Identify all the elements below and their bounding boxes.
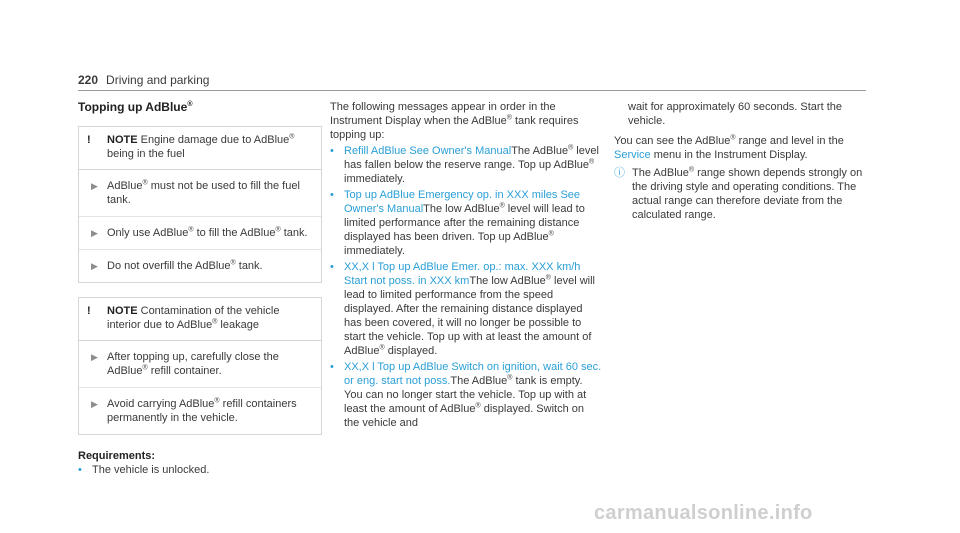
step-arrow-icon: ▶ xyxy=(91,261,98,271)
range-text: You can see the AdBlue® range and level in the Service menu in the Instrument Display. xyxy=(614,134,844,161)
list-item: ▶ AdBlue® must not be used to fill the fuel tank. xyxy=(79,170,321,217)
info-note: ⓘ The AdBlue® range shown depends strongly on the driving style and operating conditions. The actual range can therefore deviate from the calculated range. xyxy=(614,166,863,221)
bullet-icon: • xyxy=(330,361,334,373)
list-item: • Refill AdBlue See Owner's ManualThe AdBlue® level has fallen below the reserve range. Top up AdBlue® immediately. xyxy=(330,144,599,185)
requirements-label: Requirements: xyxy=(78,450,156,462)
info-icon: ⓘ xyxy=(614,167,625,179)
watermark: carmanualsonline.info xyxy=(594,502,813,524)
step-arrow-icon: ▶ xyxy=(91,228,98,238)
list-item: ▶ Avoid carrying AdBlue® refill containers permanently in the vehicle. xyxy=(79,388,321,434)
list-item: • Top up AdBlue Emergency op. in XXX miles See Owner's ManualThe low AdBlue® level will lead to limited performance after the remaining distance displayed has been driven. Top up AdBlue® immediately. xyxy=(330,189,585,257)
bullet-icon: • xyxy=(330,261,334,273)
list-item: • XX,X l Top up AdBlue Switch on ignition, wait 60 sec. or eng. start not poss.The AdBlue® tank is empty. You can no longer start the vehicle. Top up with at least the amount of AdBlue® displayed. Switch on the vehicle and xyxy=(330,361,602,429)
step-arrow-icon: ▶ xyxy=(91,399,98,409)
section-title: Driving and parking xyxy=(106,73,210,87)
display-message: XX,X l Top up AdBlue Emer. op.: max. XXX km/h Start not poss. in XXX km xyxy=(344,261,581,287)
requirement-item: • The vehicle is unlocked. xyxy=(78,464,210,476)
note-contamination: ! NOTE Contamination of the vehicle interior due to AdBlue® leakage ▶ After topping up, carefully close the AdBlue® refill container. ▶ Avoid carrying AdBlue® refill containers permanently in the vehicle. xyxy=(78,297,322,435)
intro-text: The following messages appear in order in the Instrument Display when the AdBlue® tank requires topping up: xyxy=(330,101,579,141)
bullet-icon: • xyxy=(78,464,82,476)
list-item: • XX,X l Top up AdBlue Emer. op.: max. XXX km/h Start not poss. in XXX kmThe low AdBlue® level will lead to limited performance from the speed displayed. After the remaining distance displayed has been covered, it will no longer be possible to start the vehicle. Top up with at least the amount of AdBlue® displayed. xyxy=(330,261,595,357)
column-3 xyxy=(614,100,864,222)
page-number: 220 xyxy=(78,73,99,87)
note-engine-damage: ! NOTE Engine damage due to AdBlue® being in the fuel ▶ AdBlue® must not be used to fill the fuel tank. ▶ Only use AdBlue® to fill the AdBlue® tank. ▶ Do not overfill the AdBlue® tank. xyxy=(78,126,322,283)
page-header xyxy=(78,73,209,87)
list-item: ▶ Only use AdBlue® to fill the AdBlue® tank. xyxy=(79,217,321,250)
step-arrow-icon: ▶ xyxy=(91,181,98,191)
column-1 xyxy=(78,100,322,477)
warning-icon: ! xyxy=(87,134,91,146)
continued-text: wait for approximately 60 seconds. Start the vehicle. xyxy=(628,101,842,127)
warning-icon: ! xyxy=(87,305,91,317)
list-item: ▶ Do not overfill the AdBlue® tank. xyxy=(79,250,321,282)
display-message: Top up AdBlue Emergency op. in XXX miles See Owner's Manual xyxy=(344,189,581,215)
header-divider xyxy=(78,90,866,91)
display-message: Refill AdBlue See Owner's Manual xyxy=(344,145,512,157)
display-message: XX,X l Top up AdBlue Switch on ignition, wait 60 sec. or eng. start not poss. xyxy=(344,361,602,387)
bullet-icon: • xyxy=(330,145,334,157)
bullet-icon: • xyxy=(330,189,334,201)
list-item: ▶ After topping up, carefully close the AdBlue® refill container. xyxy=(79,341,321,388)
step-arrow-icon: ▶ xyxy=(91,352,98,362)
section-heading: Topping up AdBlue® xyxy=(78,100,193,114)
service-menu-label: Service xyxy=(614,149,651,161)
column-2 xyxy=(330,100,602,430)
